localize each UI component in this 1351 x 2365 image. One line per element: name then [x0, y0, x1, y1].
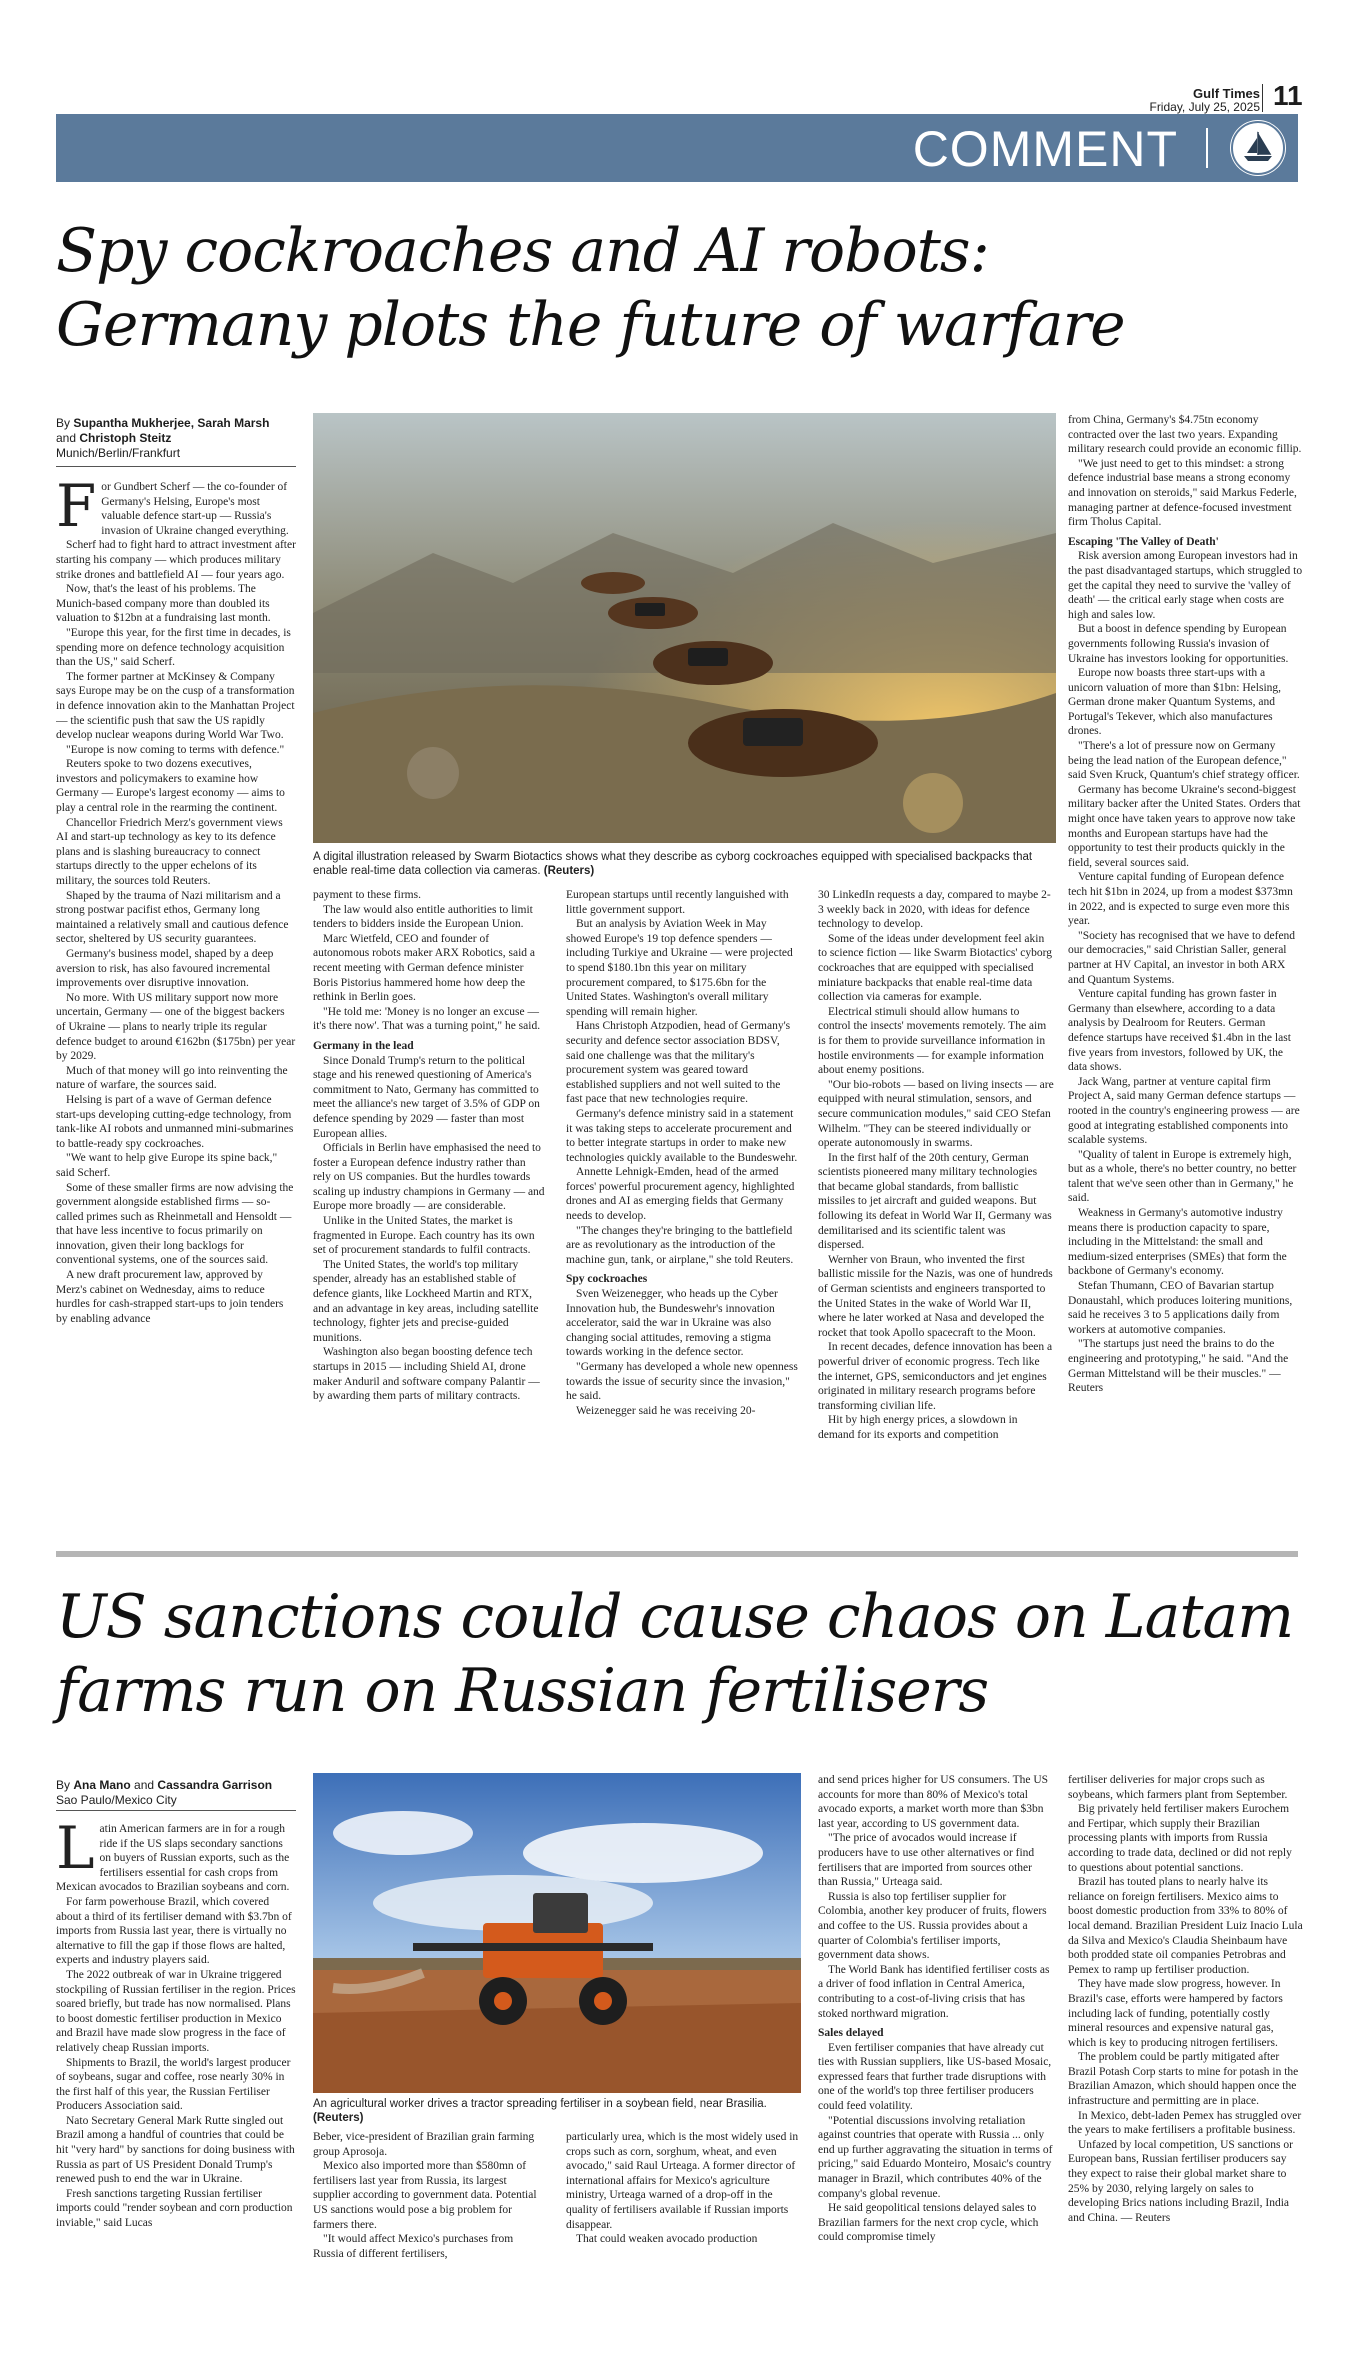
paragraph: 30 LinkedIn requests a day, compared to maybe 2-3 weekly back in 2020, with ideas for defence technology to develop. [818, 889, 1051, 931]
byline-author1: Ana Mano [73, 1778, 131, 1792]
caption-credit: (Reuters) [313, 2112, 364, 2124]
paragraph: or Gundbert Scherf — the co-founder of Germany's Helsing, Europe's most valuable defence start-up — Russia's invasion of Ukraine changed everything. [101, 481, 289, 537]
paragraph: European startups until recently languished with little government support. [566, 889, 789, 916]
paragraph: Scherf had to fight hard to attract investment after starting his company — which produces military strike drones and battlefield AI — four years ago. [56, 539, 296, 581]
paragraph: Venture capital funding has grown faster in Germany than elsewhere, according to a data analysis by Dealroom for Reuters. German defence startups have received $1.4bn in the last five years from investors, followed by UK, the data shows. [1068, 988, 1291, 1074]
paragraph: The former partner at McKinsey & Company says Europe may be on the cusp of a transformation in defence innovation akin to the Manhattan Project — the scientific push that saw the US rapidly develop nuclear weapons during World War Two. [56, 670, 295, 742]
paragraph: Brazil has touted plans to nearly halve its reliance on foreign fertilisers. Mexico aims to boost domestic production from 33% to 80% of local demand. Brazilian President Luiz Inacio Lula da Silva and Mexico's Claudia Sheinbaum have both prodded state oil companies Petrobras and Pemex to ramp up fertiliser production. [1068, 1876, 1303, 1976]
caption-credit: (Reuters) [543, 865, 595, 877]
paragraph: "He told me: 'Money is no longer an excuse — it's there now'. That was a turning point," he said. [313, 1005, 541, 1033]
paragraph: Stefan Thumann, CEO of Bavarian startup Donaustahl, which produces loitering munitions, said he receives 3 to 5 applications daily from workers at automotive companies. [1068, 1280, 1293, 1336]
byline-author3: Christoph Steitz [79, 431, 172, 445]
byline-author2: Cassandra Garrison [157, 1778, 273, 1792]
paragraph: Unlike in the United States, the market is fragmented in Europe. Each country has its own set of procurement standards to fulfil contracts. [313, 1215, 535, 1257]
paragraph: Russia is also top fertiliser supplier for Colombia, another key producer of fruits, flowers and coffee to the US. Russia provides about a quarter of Colombia's fertiliser imports, government data shows. [818, 1890, 1047, 1962]
paragraph: Since Donald Trump's return to the political stage and his renewed questioning of America's commitment to Nato, Germany has committed to meet the alliance's new target of 3.5% of GDP on defence spending by 2029 — faster than most European allies. [313, 1054, 540, 1140]
byline-dateline: Sao Paulo/Mexico City [56, 1793, 177, 1807]
paragraph: Venture capital funding of European defence tech hit $1bn in 2024, up from a modest $373mn in 2022, and is expected to surge even more this year. [1068, 871, 1293, 928]
paragraph: No more. With US military support now more uncertain, Germany — one of the biggest backers of Ukraine — plans to nearly triple its regular defence budget to around €162bn ($175bn) per year by 2029. [56, 991, 296, 1063]
paragraph: Shaped by the trauma of Nazi militarism and a strong postwar pacifist ethos, Germany long maintained a relatively small and cautious defence sector, sheltered by US security guarantees. [56, 889, 289, 946]
article1-headline [56, 214, 1306, 362]
paragraph: Marc Wietfeld, CEO and founder of autonomous robots maker ARX Robotics, said a recent meeting with German defence minister Boris Pistorius hammered home how deep the rethink in Berlin goes. [313, 932, 535, 1004]
paragraph: But a boost in defence spending by European governments following Russia's invasion of Ukraine has investors looking for opportunities. [1068, 623, 1289, 665]
paragraph: That could weaken avocado production [576, 2233, 758, 2246]
page-number: 11 [1273, 80, 1303, 111]
paragraph: Chancellor Friedrich Merz's government views AI and start-up technology as key to its defence plans and is slashing bureaucracy to connect startups directly to the upper echelons of its military, the sources told Reuters. [56, 816, 283, 888]
paragraph: Shipments to Brazil, the world's largest producer of soybeans, sugar and coffee, rose nearly 30% in the first half of this year, the Russian Fertiliser Producers Association said. [56, 2056, 291, 2113]
paragraph: "Germany has developed a whole new openness towards the issue of security since the invasion," he said. [566, 1361, 798, 1403]
paragraph: Weakness in Germany's automotive industry means there is production capacity to spare, including in the Mittelstand: the small and medium-sized enterprises (SMEs) that form the backbone of Germany's economy. [1068, 1207, 1287, 1278]
article1-byline [56, 416, 296, 461]
paragraph: Reuters spoke to two dozens executives, investors and policymakers to examine how Germany — Europe's largest economy — aims to play a central role in the rearming the continent. [56, 758, 285, 815]
paragraph: Hans Christoph Atzpodien, head of Germany's security and defence sector association BDSV, said one challenge was that the military's procurement system was geared toward established suppliers and not well suited to the fast pace that new technologies require. [566, 1020, 791, 1106]
article2-column-1 [56, 1822, 296, 2332]
byline-and: and [134, 1778, 155, 1792]
byline-authors: Supantha Mukherjee, Sarah Marsh [73, 416, 270, 430]
paragraph: Officials in Berlin have emphasised the need to foster a European defence industry rather than rely on US companies. But the hurdles towards scaling up industry champions in Germany — and Europe more broadly — are considerable. [313, 1142, 545, 1213]
paragraph: Jack Wang, partner at venture capital firm Project A, said many German defence startups — rooted in the country's engineering prowess — are good at integrating established components into scalable systems. [1068, 1075, 1300, 1147]
paragraph: from China, Germany's $4.75tn economy contracted over the last two years. Expanding military research could provide an economic fillip. [1068, 414, 1302, 456]
paragraph: Wernher von Braun, who invented the first ballistic missile for the Nazis, was one of hundreds of German scientists and engineers transported to the United States in the wake of World War II, where he later worked at Nasa and developed the rocket that took Apollo spacecraft to the Moon. [818, 1253, 1053, 1339]
article2-byline [56, 1778, 296, 1808]
paragraph: Germany's business model, shaped by a deep aversion to risk, has also favoured incremental improvements over disruptive innovation. [56, 948, 274, 990]
paragraph: Even fertiliser companies that have already cut ties with Russian suppliers, like US-based Mosaic, expressed fears that further trade disruptions with one of the world's top three fertiliser producers could feed volatility. [818, 2041, 1052, 2113]
article1-column-2 [313, 888, 545, 1538]
paragraph: The problem could be partly mitigated after Brazil Potash Corp starts to mine for potash in the Brazilian Amazon, which should happen once the infrastructure and permitting are in place. [1068, 2051, 1299, 2108]
article2-column-3 [566, 2130, 801, 2335]
paragraph: Electrical stimuli should allow humans to control the insects' movements remotely. The aim is for them to provide surveillance information in hostile environments — for example information about enemy positions. [818, 1005, 1047, 1077]
issue-date: Friday, July 25, 2025 [1149, 100, 1260, 114]
paragraph: "Potential discussions involving retaliation against countries that operate with Russia ... only end up further aggravating the situation in terms of pricing," said Eduardo Monteiro, Mosaic's country manager in Brazil, which contributes 40% of the company's global revenue. [818, 2114, 1053, 2200]
byline-rule [56, 466, 296, 467]
byline-prefix: By [56, 416, 71, 430]
byline-dateline: Munich/Berlin/Frankfurt [56, 446, 181, 460]
article1-column-1 [56, 480, 296, 1535]
paragraph: and send prices higher for US consumers. The US accounts for more than 80% of Mexico's total avocado exports, a market worth more than $3bn last year, according to US government data. [818, 1774, 1049, 1830]
section-title: COMMENT [912, 121, 1178, 177]
paragraph: "We want to help give Europe its spine back," said Scherf. [56, 1152, 278, 1179]
banner-divider [1206, 128, 1208, 168]
paragraph: In Mexico, debt-laden Pemex has struggled over the years to make fertilisers a profitable business. [1068, 2109, 1302, 2137]
paragraph: "There's a lot of pressure now on Germany being the lead nation of the European defence," said Sven Kruck, Quantum's chief strategy officer. [1068, 740, 1300, 782]
article2-column-4 [818, 1773, 1054, 2333]
paragraph: Weizenegger said he was receiving 20- [576, 1404, 756, 1417]
paragraph: Annette Lehnigk-Emden, head of the armed forces' powerful procurement agency, highlighted drones and AI as emerging fields that Germany needs to develop. [566, 1166, 795, 1223]
byline-rule [56, 1810, 296, 1811]
article1-column-4 [818, 888, 1054, 1538]
cockroach-photo [313, 413, 1056, 843]
subheading: Germany in the lead [313, 1039, 414, 1052]
paragraph: Europe now boasts three start-ups with a unicorn valuation of more than $1bn: Helsing, German drone maker Quantum Systems, and Portugal's Tekever, which also manufactures drones. [1068, 667, 1282, 738]
paragraph: particularly urea, which is the most widely used in crops such as corn, sorghum, wheat, and even avocado," said Raul Urteaga. A former director of international affairs for Mexico's agriculture ministry, Urteaga warned of a drop-off in the quality of fertilisers available if Russian imports disappear. [566, 2131, 799, 2231]
paragraph: "Our bio-robots — based on living insects — are equipped with neural stimulation, sensors, and secure communication modules," said CEO Stefan Wilhelm. "They can be steered individually or operate autonomously in swarms. [818, 1078, 1054, 1150]
paragraph: Germany has become Ukraine's second-biggest military backer after the United States. Orders that might once have taken years to approve now take months and European startups have had the opportunity to test their products quickly in the field, several sources said. [1068, 783, 1301, 869]
article2-column-5 [1068, 1773, 1303, 2333]
paragraph: Risk aversion among European investors had in the past disadvantaged startups, which struggled to get the capital they need to survive the 'valley of death' — the critical early stage when costs are high and sales low. [1068, 550, 1303, 621]
paragraph: For farm powerhouse Brazil, which covered about a third of its fertiliser demand with $3.7bn of imports from Russia last year, there is virtually no alternative to fill the gap if those flows are halted, experts and industry players said. [56, 1895, 292, 1967]
subheading: Sales delayed [818, 2027, 884, 2040]
paragraph: Now, that's the least of his problems. The Munich-based company more than doubled its valuation to $12bn at a fundraising last month. [56, 583, 271, 625]
paragraph: Fresh sanctions targeting Russian fertiliser imports could "render soybean and corn production inviable," said Lucas [56, 2187, 293, 2230]
paragraph: But an analysis by Aviation Week in May showed Europe's 19 top defence spenders — including Turkiye and Ukraine — were projected to spend $180.1bn this year on military procurement compared, to $175.6bn for the United States. Washington's overall military spending will remain higher. [566, 918, 793, 1018]
byline-prefix: By [56, 1778, 71, 1792]
paragraph: fertiliser deliveries for major crops such as soybeans, which farmers plant from September. [1068, 1774, 1288, 1801]
article2-caption [313, 2097, 801, 2125]
paragraph: The law would also entitle authorities to limit tenders to bidders inside the European Union. [313, 903, 533, 931]
paragraph: "Europe this year, for the first time in decades, is spending more on defence technology acquisition than the US," said Scherf. [56, 626, 291, 669]
dropcap: L [56, 1822, 95, 1882]
paragraph: Nato Secretary General Mark Rutte singled out Brazil among a handful of countries that could be hit "very hard" by sanctions for doing business with Russia as part of US President Donald Trump's renewed push to end the war in Ukraine. [56, 2114, 295, 2186]
dropcap: F [56, 480, 97, 540]
article2-headline-line2: farms run on Russian fertilisers [56, 1656, 989, 1726]
paragraph: "We just need to get to this mindset: a strong defence industrial base means a strong economy and innovation on steroids," said Markus Federle, managing partner at defence-focused investment firm Tholus Capital. [1068, 457, 1297, 529]
dhow-logo-icon [1230, 120, 1286, 176]
paragraph: "The startups just need the brains to do the engineering and prototyping," he said. "And the German Mittelstand will be their muscles." — Reuters [1068, 1338, 1289, 1395]
paragraph: "The changes they're bringing to the battlefield are as revolutionary as the introduction of the machine gun, tank, or airplane," she told Reuters. [566, 1224, 794, 1266]
paragraph: They have made slow progress, however. In Brazil's case, efforts were hampered by factors including lack of funding, potentially costly mineral resources and expensive natural gas, which is key to producing nitrogen fertilisers. [1068, 1978, 1283, 2049]
paragraph: Some of the ideas under development feel akin to science fiction — like Swarm Biotactics' cyborg cockroaches that are equipped with specialised miniature backpacks that enable real-time data collection via cameras for example. [818, 932, 1053, 1004]
paragraph: Beber, vice-president of Brazilian grain farming group Aprosoja. [313, 2131, 535, 2158]
paragraph: Big privately held fertiliser makers Eurochem and Fertipar, which supply their Brazilian processing plants with imports from Russia according to trade data, declined or did not reply to questions about potential sanctions. [1068, 1803, 1292, 1874]
paragraph: The 2022 outbreak of war in Ukraine triggered stockpiling of Russian fertiliser in the region. Prices soared briefly, but trade has now normalised. Plans to boost domestic fertiliser production in Mexico and Brazil have made slow progress in the face of relatively cheap Russian imports. [56, 1968, 296, 2054]
subheading: Escaping 'The Valley of Death' [1068, 535, 1219, 548]
article1-column-5 [1068, 413, 1303, 1538]
paragraph: Hit by high energy prices, a slowdown in demand for its exports and competition [818, 1414, 1018, 1441]
paragraph: "It would affect Mexico's purchases from Russia of different fertilisers, [313, 2233, 514, 2260]
paragraph: "Society has recognised that we have to defend our democracies," said Christian Saller, general partner at HV Capital, an investor in both ARX and Quantum Systems. [1068, 929, 1296, 986]
paragraph: Germany's defence ministry said in a statement it was taking steps to accelerate procurement and to better integrate startups in order to make new technologies quickly available to the Bundeswehr. [566, 1107, 798, 1164]
paragraph: Some of these smaller firms are now advising the government alongside established firms — so-called primes such as Rheinmetall and Hensoldt — that have less incentive to focus primarily on innovation, given their long backlogs for conventional systems, one of the sources said. [56, 1181, 294, 1267]
paragraph: The United States, the world's top military spender, already has an established stable of defence giants, like Lockheed Martin and RTX, and an advantage in key areas, including satellite technology, fighter jets and precise-guided munitions. [313, 1258, 539, 1344]
article2-column-2 [313, 2130, 545, 2335]
paragraph: In recent decades, defence innovation has been a powerful driver of economic progress. Tech like the internet, GPS, semiconductors and jet engines originated in military research programs before transforming civilian life. [818, 1341, 1053, 1412]
subheading: Spy cockroaches [566, 1273, 648, 1286]
page-number-divider [1262, 84, 1263, 112]
paragraph: Much of that money will go into reinventing the nature of warfare, the sources said. [56, 1064, 288, 1092]
article1-caption [313, 850, 1056, 878]
article1-headline-line2: Germany plots the future of warfare [56, 290, 1125, 360]
paragraph: "The price of avocados would increase if producers have to use other alternatives or find fertilisers that are imported from sources other than Russia," Urteaga said. [818, 1832, 1035, 1889]
paragraph: Washington also began boosting defence tech startups in 2015 — including Shield AI, drone maker Anduril and software company Palantir — by awarding them parts of military contracts. [313, 1346, 540, 1403]
article1-headline-line1: Spy cockroaches and AI robots: [56, 216, 989, 286]
byline-and: and [56, 431, 77, 445]
tractor-photo [313, 1773, 801, 2093]
paragraph: The World Bank has identified fertiliser costs as a driver of food inflation in Central America, contributing to a cost-of-living crisis that has stoked northward migration. [818, 1963, 1050, 2020]
paragraph: "Quality of talent in Europe is extremely high, but as a whole, there's no better country, no better talent that we've seen other than in Germany," he said. [1068, 1148, 1297, 1205]
caption-text: An agricultural worker drives a tractor spreading fertiliser in a soybean field, near Brasilia. [313, 2098, 767, 2110]
paragraph: He said geopolitical tensions delayed sales to Brazilian farmers for the next crop cycle, which could compromise timely [818, 2202, 1039, 2244]
paragraph: In the first half of the 20th century, German scientists pioneered many military technologies that became global standards, from ballistic missiles to jet aircraft and guided weapons. But following its defeat in World War II, Germany was demilitarised and its scientific talent was dispersed. [818, 1151, 1052, 1252]
paragraph: payment to these firms. [313, 889, 421, 901]
paragraph: "Europe is now coming to terms with defence." [66, 743, 285, 756]
newspaper-name: Gulf Times [1193, 86, 1260, 101]
article1-column-3 [566, 888, 798, 1538]
caption-text: A digital illustration released by Swarm Biotactics shows what they describe as cyborg cockroaches equipped with specialised backpacks that enable real-time data collection via cameras. [313, 851, 1033, 877]
paragraph: Sven Weizenegger, who heads up the Cyber Innovation hub, the Bundeswehr's innovation accelerator, said the war in Ukraine was also changing social attitudes, removing a stigma towards working in the defence sector. [566, 1288, 778, 1359]
paragraph: Mexico also imported more than $580mn of fertilisers last year from Russia, its largest supplier according to government data. Potential US sanctions would pose a big problem for farmers there. [313, 2160, 537, 2231]
article2-headline-line1: US sanctions could cause chaos on Latam [56, 1582, 1294, 1652]
paragraph: Unfazed by local competition, US sanctions or European bans, Russian fertiliser producers say they expect to raise their global market share to 25% by 2030, relying largely on sales to developing Brics nations including Brazil, India and China. — Reuters [1068, 2138, 1293, 2224]
article-divider [56, 1551, 1298, 1557]
paragraph: Helsing is part of a wave of German defence start-ups developing cutting-edge technology, from tank-like AI robots and unmanned mini-submarines to battle-ready spy cockroaches. [56, 1093, 294, 1150]
paragraph: atin American farmers are in for a rough ride if the US slaps secondary sanctions on buyers of Russian exports, such as the fertilisers essential for cash crops from Mexican avocados to Brazilian soybeans and corn. [56, 1823, 290, 1894]
section-banner [56, 114, 1298, 182]
article2-headline [56, 1580, 1306, 1728]
paragraph: A new draft procurement law, approved by Merz's cabinet on Wednesday, aims to reduce hurdles for cash-strapped start-ups to join tenders by enabling advance [56, 1269, 284, 1325]
